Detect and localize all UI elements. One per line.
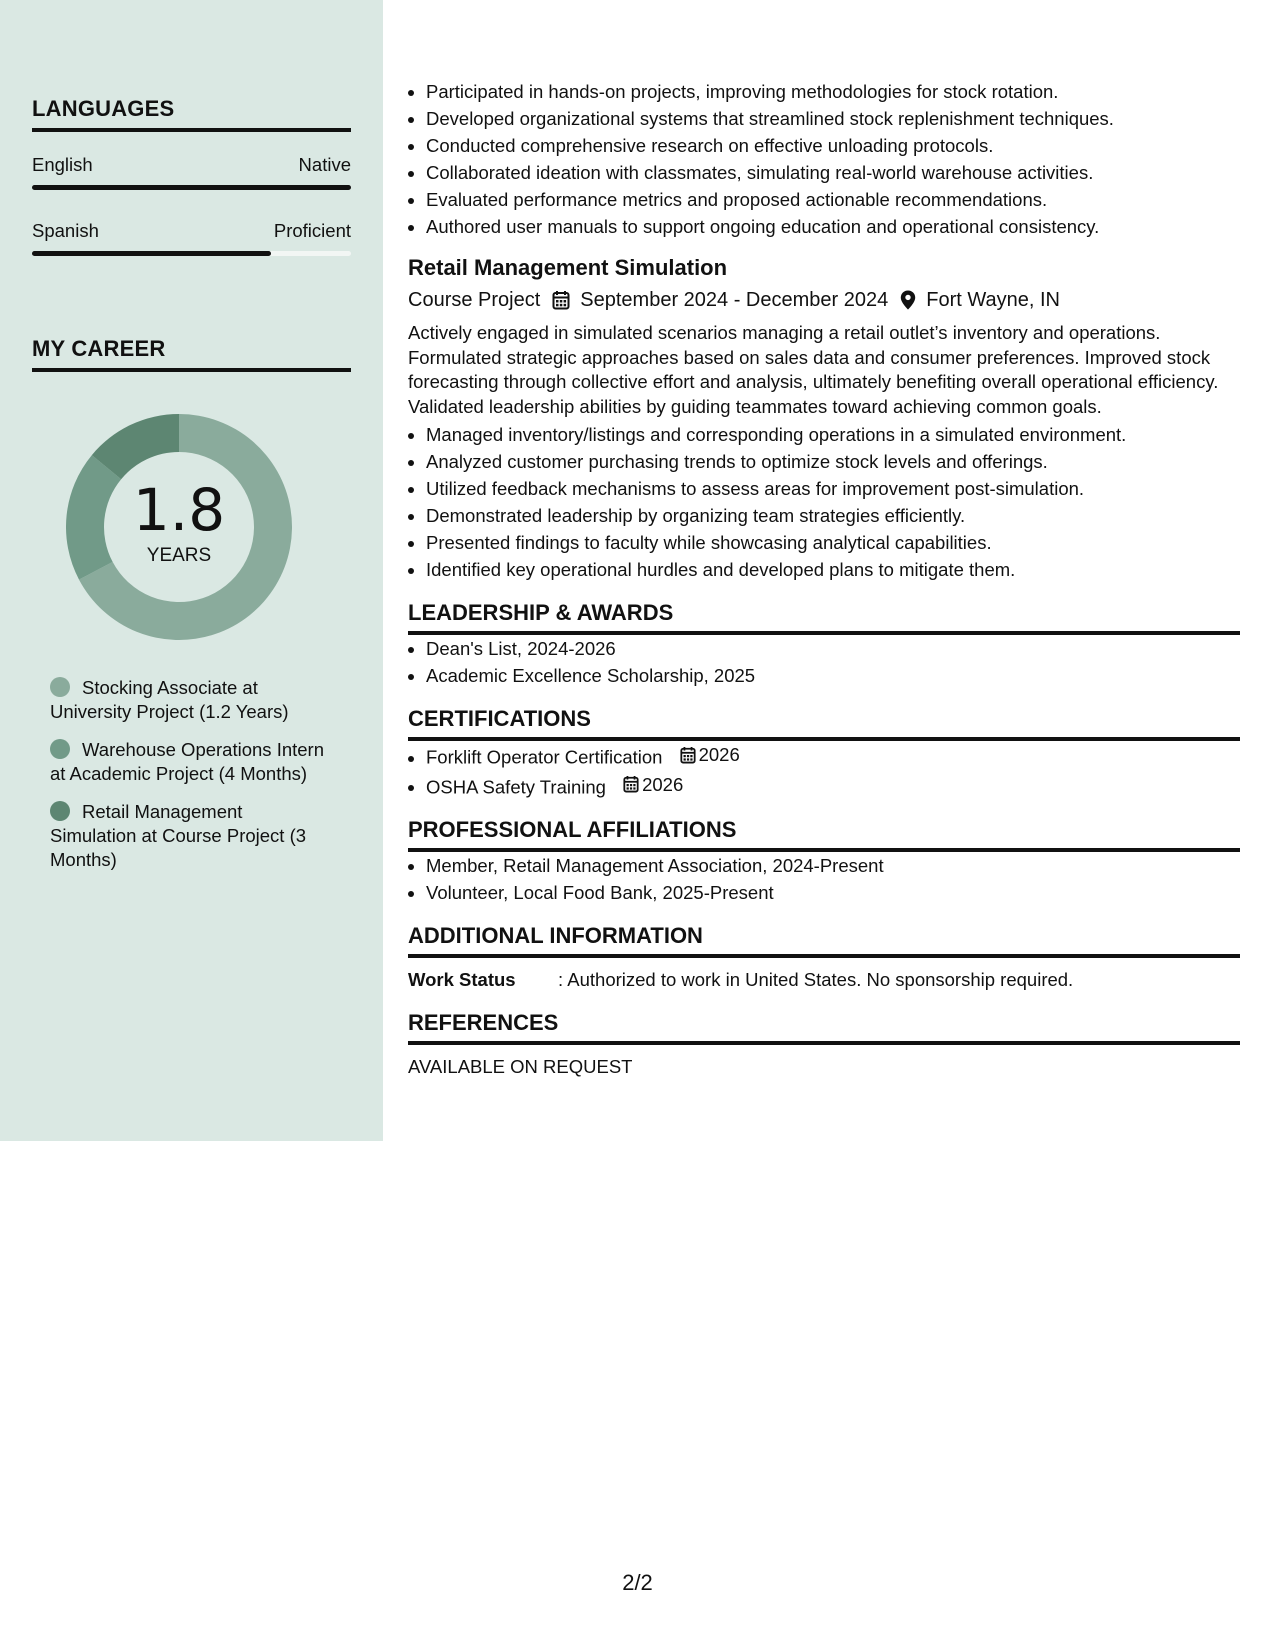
list-item: • Member, Retail Management Association, 2024-Present <box>426 852 1240 879</box>
main-content <box>408 78 1240 1080</box>
affiliations-list <box>408 852 1240 906</box>
language-row <box>32 220 351 242</box>
leadership-list <box>408 635 1240 689</box>
additional-info-heading: ADDITIONAL INFORMATION <box>408 922 1240 958</box>
legend-item <box>50 738 330 786</box>
list-item: • Identified key operational hurdles and developed plans to mitigate them. <box>426 556 1240 583</box>
list-item: • Authored user manuals to support ongoing education and operational consistency. <box>426 213 1240 240</box>
list-item: • Utilized feedback mechanisms to assess areas for improvement post-simulation. <box>426 475 1240 502</box>
entry-location: Fort Wayne, IN <box>926 289 1060 311</box>
career-heading: MY CAREER <box>32 336 351 372</box>
career-section <box>32 336 351 372</box>
legend-dot <box>50 801 70 821</box>
career-total-years: 1.8 <box>132 476 226 544</box>
list-item <box>426 741 1240 771</box>
list-item: • Conducted comprehensive research on effective unloading protocols. <box>426 132 1240 159</box>
certification-year: 2026 <box>642 773 684 795</box>
career-donut-chart <box>66 414 292 640</box>
legend-label: Warehouse Operations Intern at Academic Project (4 Months) <box>50 739 324 784</box>
list-item: • Academic Excellence Scholarship, 2025 <box>426 662 1240 689</box>
list-item: • Dean's List, 2024-2026 <box>426 635 1240 662</box>
entry-summary: Actively engaged in simulated scenarios managing a retail outlet’s inventory and operations. Formulated strategic approaches based on sales data and consumer preferences. Improved stock forecasting through collective effort and analysis, ultimately benefiting overall operational efficiency. Validated leadership abilities by guiding teammates toward achieving common goals. <box>408 322 1219 417</box>
list-item: • Collaborated ideation with classmates, simulating real-world warehouse activities. <box>426 159 1240 186</box>
language-level-bar <box>32 185 351 190</box>
entry-meta <box>408 286 1240 314</box>
legend-label: Retail Management Simulation at Course Project (3 Months) <box>50 801 307 870</box>
list-item: • Presented findings to faculty while showcasing analytical capabilities. <box>426 529 1240 556</box>
affiliations-heading: PROFESSIONAL AFFILIATIONS <box>408 816 1240 852</box>
certification-name: OSHA Safety Training <box>426 776 606 797</box>
previous-entry-bullets <box>408 78 1240 240</box>
entry-dates: September 2024 - December 2024 <box>580 289 889 311</box>
legend-item <box>50 800 330 872</box>
language-name: Spanish <box>32 220 99 241</box>
certification-year: 2026 <box>698 744 740 765</box>
references-text: AVAILABLE ON REQUEST <box>408 1056 633 1077</box>
donut-center <box>66 414 292 640</box>
list-item: • Developed organizational systems that streamlined stock replenishment techniques. <box>426 105 1240 132</box>
entry-org: Course Project <box>408 289 541 311</box>
certifications-list <box>408 741 1240 800</box>
page-number: 2/2 <box>622 1570 653 1595</box>
legend-label: Stocking Associate at University Project (1.2 Years) <box>50 677 289 722</box>
list-item <box>426 771 1240 801</box>
list-item: • Participated in hands-on projects, improving methodologies for stock rotation. <box>426 78 1240 105</box>
certification-date <box>623 771 683 798</box>
legend-item <box>50 676 330 724</box>
languages-heading: LANGUAGES <box>32 96 351 132</box>
work-status-label: Work Status <box>408 969 516 990</box>
language-row <box>32 154 351 176</box>
certification-date <box>680 741 740 768</box>
certifications-heading: CERTIFICATIONS <box>408 705 1240 741</box>
certification-name: Forklift Operator Certification <box>426 746 663 768</box>
list-item: • Volunteer, Local Food Bank, 2025-Present <box>426 879 1240 906</box>
language-level: Native <box>298 154 351 175</box>
language-level: Proficient <box>273 220 351 241</box>
work-status-value: : Authorized to work in United States. No sponsorship required. <box>558 969 1074 990</box>
list-item: • Evaluated performance metrics and proposed actionable recommendations. <box>426 186 1240 213</box>
legend-dot <box>50 677 70 697</box>
career-legend <box>50 676 330 886</box>
location-pin-icon <box>900 290 916 310</box>
work-status-row <box>408 966 1240 993</box>
language-level-bar <box>32 251 351 256</box>
list-item: • Demonstrated leadership by organizing team strategies efficiently. <box>426 502 1240 529</box>
legend-dot <box>50 739 70 759</box>
language-level-fill <box>32 185 351 190</box>
references-heading: REFERENCES <box>408 1009 1240 1045</box>
leadership-heading: LEADERSHIP & AWARDS <box>408 599 1240 635</box>
calendar-icon <box>623 775 639 793</box>
languages-section <box>32 96 351 256</box>
entry-title: Retail Management Simulation <box>408 255 728 280</box>
calendar-icon <box>552 290 570 310</box>
entry-bullets <box>408 421 1240 583</box>
sidebar <box>0 0 383 1141</box>
calendar-icon <box>680 746 696 764</box>
list-item: • Analyzed customer purchasing trends to optimize stock levels and offerings. <box>426 448 1240 475</box>
list-item: • Managed inventory/listings and corresponding operations in a simulated environment. <box>426 421 1240 448</box>
language-level-fill <box>32 251 271 256</box>
career-total-unit: YEARS <box>146 545 212 566</box>
language-name: English <box>32 154 93 175</box>
